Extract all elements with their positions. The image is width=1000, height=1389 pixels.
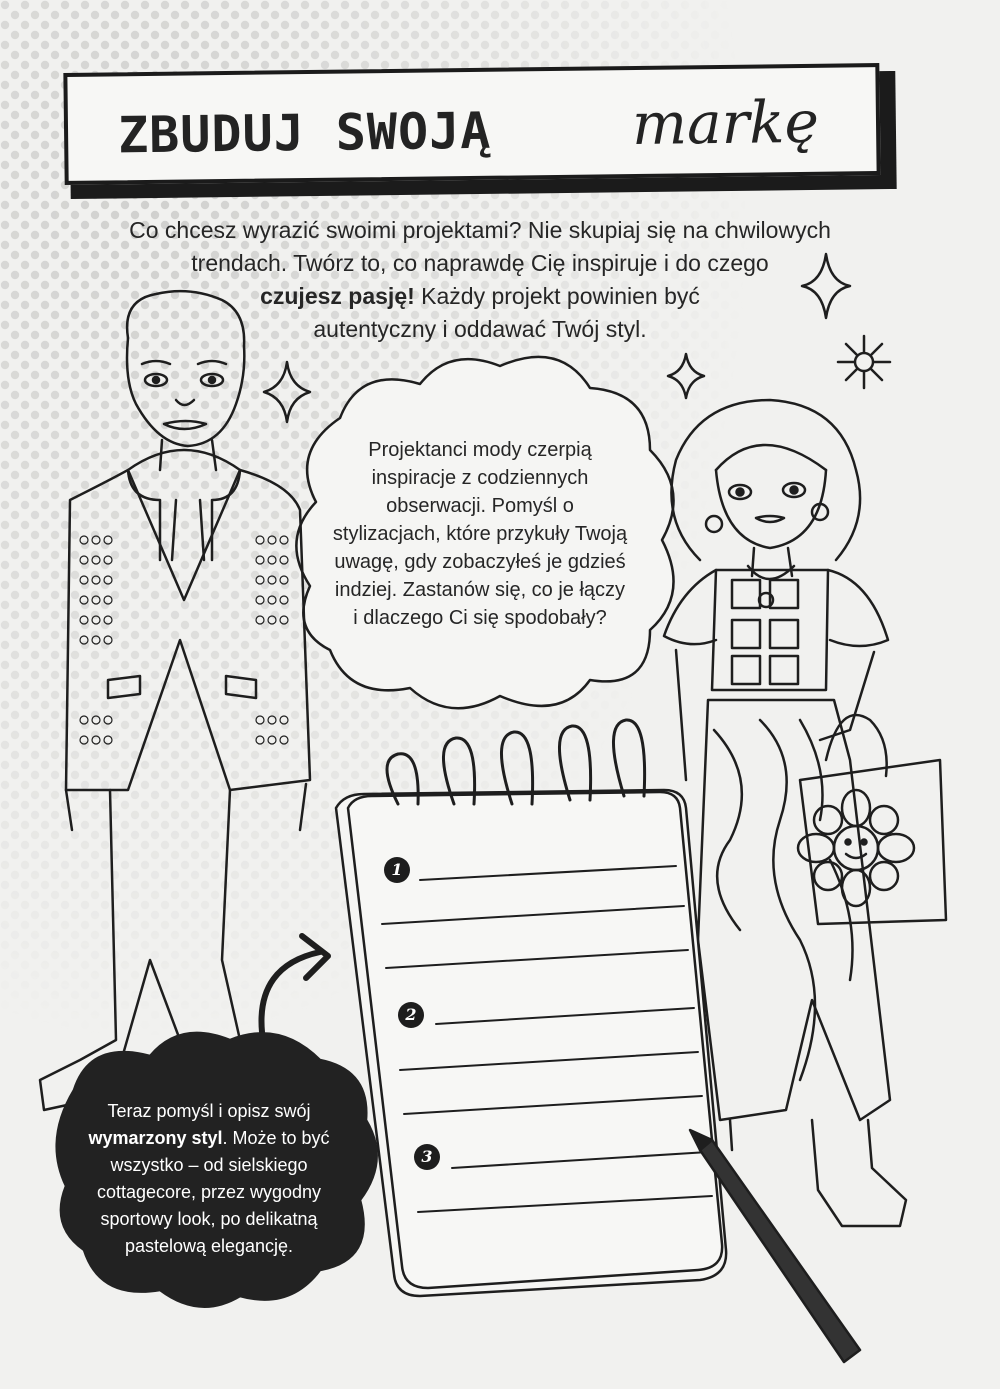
list-number: 1 xyxy=(384,857,410,883)
intro-line: trendach. Twórz to, co naprawdę Cię inspiruje i do czego xyxy=(191,250,769,276)
arrow-icon xyxy=(261,952,320,1032)
intro-line: autentyczny i oddawać Twój styl. xyxy=(313,316,647,342)
intro-line: Co chcesz wyrazić swoimi projektami? Nie skupiaj się na chwilowych xyxy=(129,217,831,243)
jacket-pattern xyxy=(80,536,288,744)
sparkle-icon xyxy=(802,254,850,318)
sparkle-icon xyxy=(668,354,704,398)
daisy-icon xyxy=(838,336,890,388)
dark-cloud-text xyxy=(64,1098,354,1260)
title-bold-text: ZBUDUJ SWOJĄ xyxy=(117,101,492,165)
title-script-text: markę xyxy=(631,87,820,159)
dark-cloud-text-end: . Może to być wszystko – od sielskiego cottagecore, przez wygodny sportowy look, po delikatną pastelową elegancję. xyxy=(96,1128,330,1256)
dark-cloud-emphasis: wymarzony styl xyxy=(88,1128,223,1148)
list-number: 2 xyxy=(398,1002,424,1028)
tote-bag xyxy=(800,715,946,924)
list-number: 3 xyxy=(414,1144,440,1170)
intro-line-rest: Każdy projekt powinien być xyxy=(414,283,700,309)
sparkle-icon xyxy=(264,362,310,422)
intro-emphasis: czujesz pasję! xyxy=(260,283,415,309)
thought-cloud-text: Projektanci mody czerpią inspiracje z codziennych obserwacji. Pomyśl o stylizacjach, które przykuły Twoją uwagę, gdy zobaczyłeś je gdzieś indziej. Zastanów się, co je łączy i dlaczego Ci się spodobały? xyxy=(332,439,628,629)
dark-cloud-text-start: Teraz pomyśl i opisz swój xyxy=(107,1101,311,1121)
